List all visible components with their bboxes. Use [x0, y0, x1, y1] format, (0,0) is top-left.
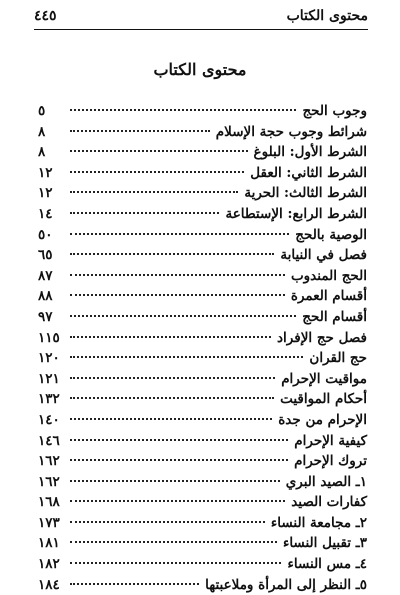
- toc-entry: [38, 183, 367, 204]
- toc-entry-page-number: ٨٧: [38, 267, 53, 284]
- toc-entry-label: فصل حج الإفراد: [277, 329, 367, 346]
- dot-leader: [70, 336, 271, 338]
- toc-entry-label: أحكام المواقيت: [280, 391, 367, 408]
- table-of-contents: [38, 101, 367, 595]
- toc-entry-label: الحج المندوب: [290, 267, 367, 284]
- toc-entry-page-number: ١٤٦: [38, 432, 60, 449]
- toc-entry: [38, 533, 367, 554]
- dot-leader: [70, 171, 244, 173]
- toc-entry: [38, 286, 367, 307]
- toc-entry-page-number: ١٢٠: [38, 350, 60, 367]
- toc-entry-page-number: ١٤: [38, 205, 53, 222]
- toc-entry-label: الشرط الرابع: الإستطاعة: [225, 205, 367, 222]
- toc-entry-label: ٤ـ مس النساء: [287, 556, 367, 573]
- toc-entry-page-number: ١٦٢: [38, 453, 60, 470]
- running-header-title: محتوى الكتاب: [286, 8, 368, 24]
- toc-entry-page-number: ١٨١: [38, 535, 60, 552]
- dot-leader: [70, 191, 238, 193]
- toc-entry: [38, 451, 367, 472]
- toc-entry-page-number: ٥: [38, 103, 46, 119]
- toc-entry: [38, 122, 367, 143]
- toc-entry-page-number: ٦٥: [38, 247, 53, 264]
- header-divider: [34, 29, 368, 30]
- toc-entry-page-number: ١٢: [38, 164, 53, 181]
- toc-entry: [38, 410, 367, 431]
- toc-entry: [38, 431, 367, 452]
- dot-leader: [70, 233, 289, 235]
- running-header: [34, 8, 368, 24]
- toc-entry: [38, 142, 367, 163]
- toc-entry: [38, 492, 367, 513]
- toc-entry: [38, 513, 367, 534]
- toc-entry-page-number: ١٨٤: [38, 576, 60, 593]
- toc-entry-label: تروك الإحرام: [294, 453, 367, 470]
- dot-leader: [70, 315, 296, 317]
- toc-entry-page-number: ١٤٠: [38, 411, 60, 428]
- toc-entry-label: ٥ـ النظر إلى المرأة وملاعبتها: [205, 576, 367, 593]
- dot-leader: [70, 130, 210, 132]
- toc-entry: [38, 266, 367, 287]
- toc-entry-label: شرائط وجوب حجة الإسلام: [215, 123, 367, 140]
- toc-entry: [38, 163, 367, 184]
- toc-entry: [38, 389, 367, 410]
- toc-entry-page-number: ٥٠: [38, 226, 53, 243]
- toc-entry-label: ٣ـ تقبيل النساء: [282, 535, 367, 552]
- toc-entry-label: ١ـ الصيد البري: [285, 473, 367, 490]
- toc-entry-page-number: ١٢١: [38, 370, 60, 387]
- toc-entry-page-number: ١١٥: [38, 329, 60, 346]
- toc-entry: [38, 307, 367, 328]
- toc-entry-label: كيفية الإحرام: [294, 432, 367, 449]
- toc-entry-label: فصل في النيابة: [280, 247, 367, 264]
- toc-entry: [38, 204, 367, 225]
- toc-entry-label: كفارات الصيد: [291, 494, 367, 511]
- toc-entry: [38, 101, 367, 122]
- dot-leader: [70, 562, 281, 564]
- toc-entry-label: مواقيت الإحرام: [281, 370, 367, 387]
- toc-entry-page-number: ٨: [38, 144, 46, 161]
- toc-entry-label: أقسام الحج: [302, 308, 367, 325]
- toc-entry-label: الشرط الأول: البلوغ: [253, 144, 367, 161]
- dot-leader: [70, 541, 277, 543]
- toc-entry-label: الشرط الثالث: الحرية: [244, 185, 367, 202]
- dot-leader: [70, 294, 285, 296]
- toc-entry: [38, 225, 367, 246]
- toc-entry-label: حج القران: [309, 350, 367, 367]
- section-title: محتوى الكتاب: [153, 60, 247, 79]
- toc-entry: [38, 472, 367, 493]
- dot-leader: [70, 583, 199, 585]
- dot-leader: [70, 459, 288, 461]
- dot-leader: [70, 109, 296, 111]
- toc-entry-page-number: ١٣٢: [38, 391, 60, 408]
- toc-entry-label: الوصية بالحج: [295, 226, 367, 243]
- toc-entry-label: أقسام العمرة: [290, 288, 367, 305]
- dot-leader: [70, 253, 274, 255]
- dot-leader: [70, 212, 219, 214]
- dot-leader: [70, 418, 272, 420]
- dot-leader: [70, 377, 275, 379]
- dot-leader: [70, 356, 303, 358]
- toc-entry-page-number: ٨: [38, 123, 46, 140]
- toc-entry-label: الشرط الثاني: العقل: [250, 164, 367, 181]
- toc-entry: [38, 554, 367, 575]
- toc-entry-page-number: ١٦٨: [38, 494, 60, 511]
- toc-entry-page-number: ٩٧: [38, 308, 53, 325]
- toc-entry-label: ٢ـ مجامعة النساء: [270, 514, 367, 531]
- toc-entry-page-number: ١٢: [38, 185, 53, 202]
- dot-leader: [70, 521, 265, 523]
- toc-entry-label: الإحرام من جدة: [278, 411, 367, 428]
- dot-leader: [70, 480, 280, 482]
- running-header-page-number: ٤٤٥: [34, 8, 57, 24]
- dot-leader: [70, 397, 274, 399]
- toc-entry-page-number: ١٧٣: [38, 514, 60, 531]
- dot-leader: [70, 150, 248, 152]
- toc-entry: [38, 575, 367, 595]
- toc-entry: [38, 369, 367, 390]
- toc-entry-page-number: ١٨٢: [38, 556, 60, 573]
- toc-entry-page-number: ٨٨: [38, 288, 53, 305]
- dot-leader: [70, 500, 285, 502]
- toc-entry-label: وجوب الحج: [302, 103, 367, 119]
- toc-entry: [38, 245, 367, 266]
- toc-entry: [38, 348, 367, 369]
- toc-entry: [38, 328, 367, 349]
- dot-leader: [70, 274, 285, 276]
- dot-leader: [70, 439, 288, 441]
- toc-entry-page-number: ١٦٢: [38, 473, 60, 490]
